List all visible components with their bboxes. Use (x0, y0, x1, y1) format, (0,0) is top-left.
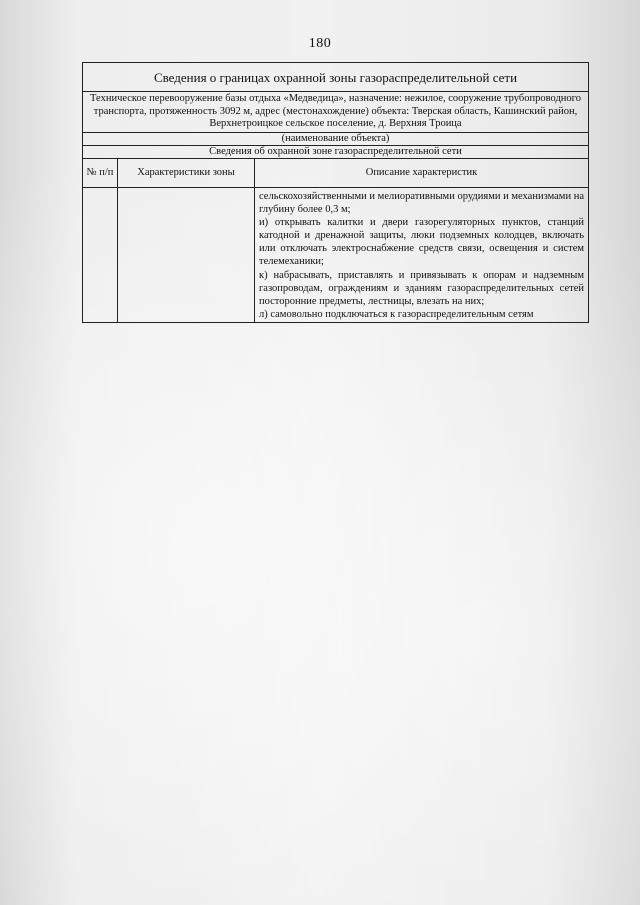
column-header-characteristic: Характеристики зоны (118, 158, 255, 187)
object-caption: (наименование объекта) (83, 132, 589, 145)
description-line: сельскохозяйственными и мелиоративными орудиями и механизмами на глубину более 0,3 м; (259, 190, 584, 215)
column-header-number: № п/п (83, 158, 118, 187)
object-caption-row (83, 132, 589, 145)
row-characteristic (118, 187, 255, 322)
document-title: Сведения о границах охранной зоны газораспределительной сети (83, 63, 589, 92)
row-number (83, 187, 118, 322)
object-description: Техническое перевооружение базы отдыха «Медведица», назначение: нежилое, сооружение трубопроводного транспорта, протяженность 3092 м, адрес (местонахождение) объекта: Тверская область, Кашинский район, Верхнетроицкое сельское поселение, д. Верхняя Троица (83, 92, 589, 133)
table-row (83, 187, 589, 322)
description-line: л) самовольно подключаться к газораспределительным сетям (259, 308, 534, 320)
section-title: Сведения об охранной зоне газораспределительной сети (83, 145, 589, 158)
title-row (83, 63, 589, 92)
header-row (83, 158, 589, 187)
description-line: и) открывать калитки и двери газорегуляторных пунктов, станций катодной и дренажной защиты, люки подземных колодцев, включать или отключать электроснабжение средств связи, освещения и систем телемеханики; (259, 217, 584, 268)
row-description (255, 187, 589, 322)
description-line: к) набрасывать, приставлять и привязывать к опорам и надземным газопроводам, ограждениям и зданиям газораспределительных сетей посторонние предметы, лестницы, влезать на них; (259, 269, 584, 307)
object-row (83, 92, 589, 133)
section-row (83, 145, 589, 158)
column-header-description: Описание характеристик (255, 158, 589, 187)
zone-info-table (82, 62, 589, 323)
page-number: 180 (308, 36, 332, 51)
